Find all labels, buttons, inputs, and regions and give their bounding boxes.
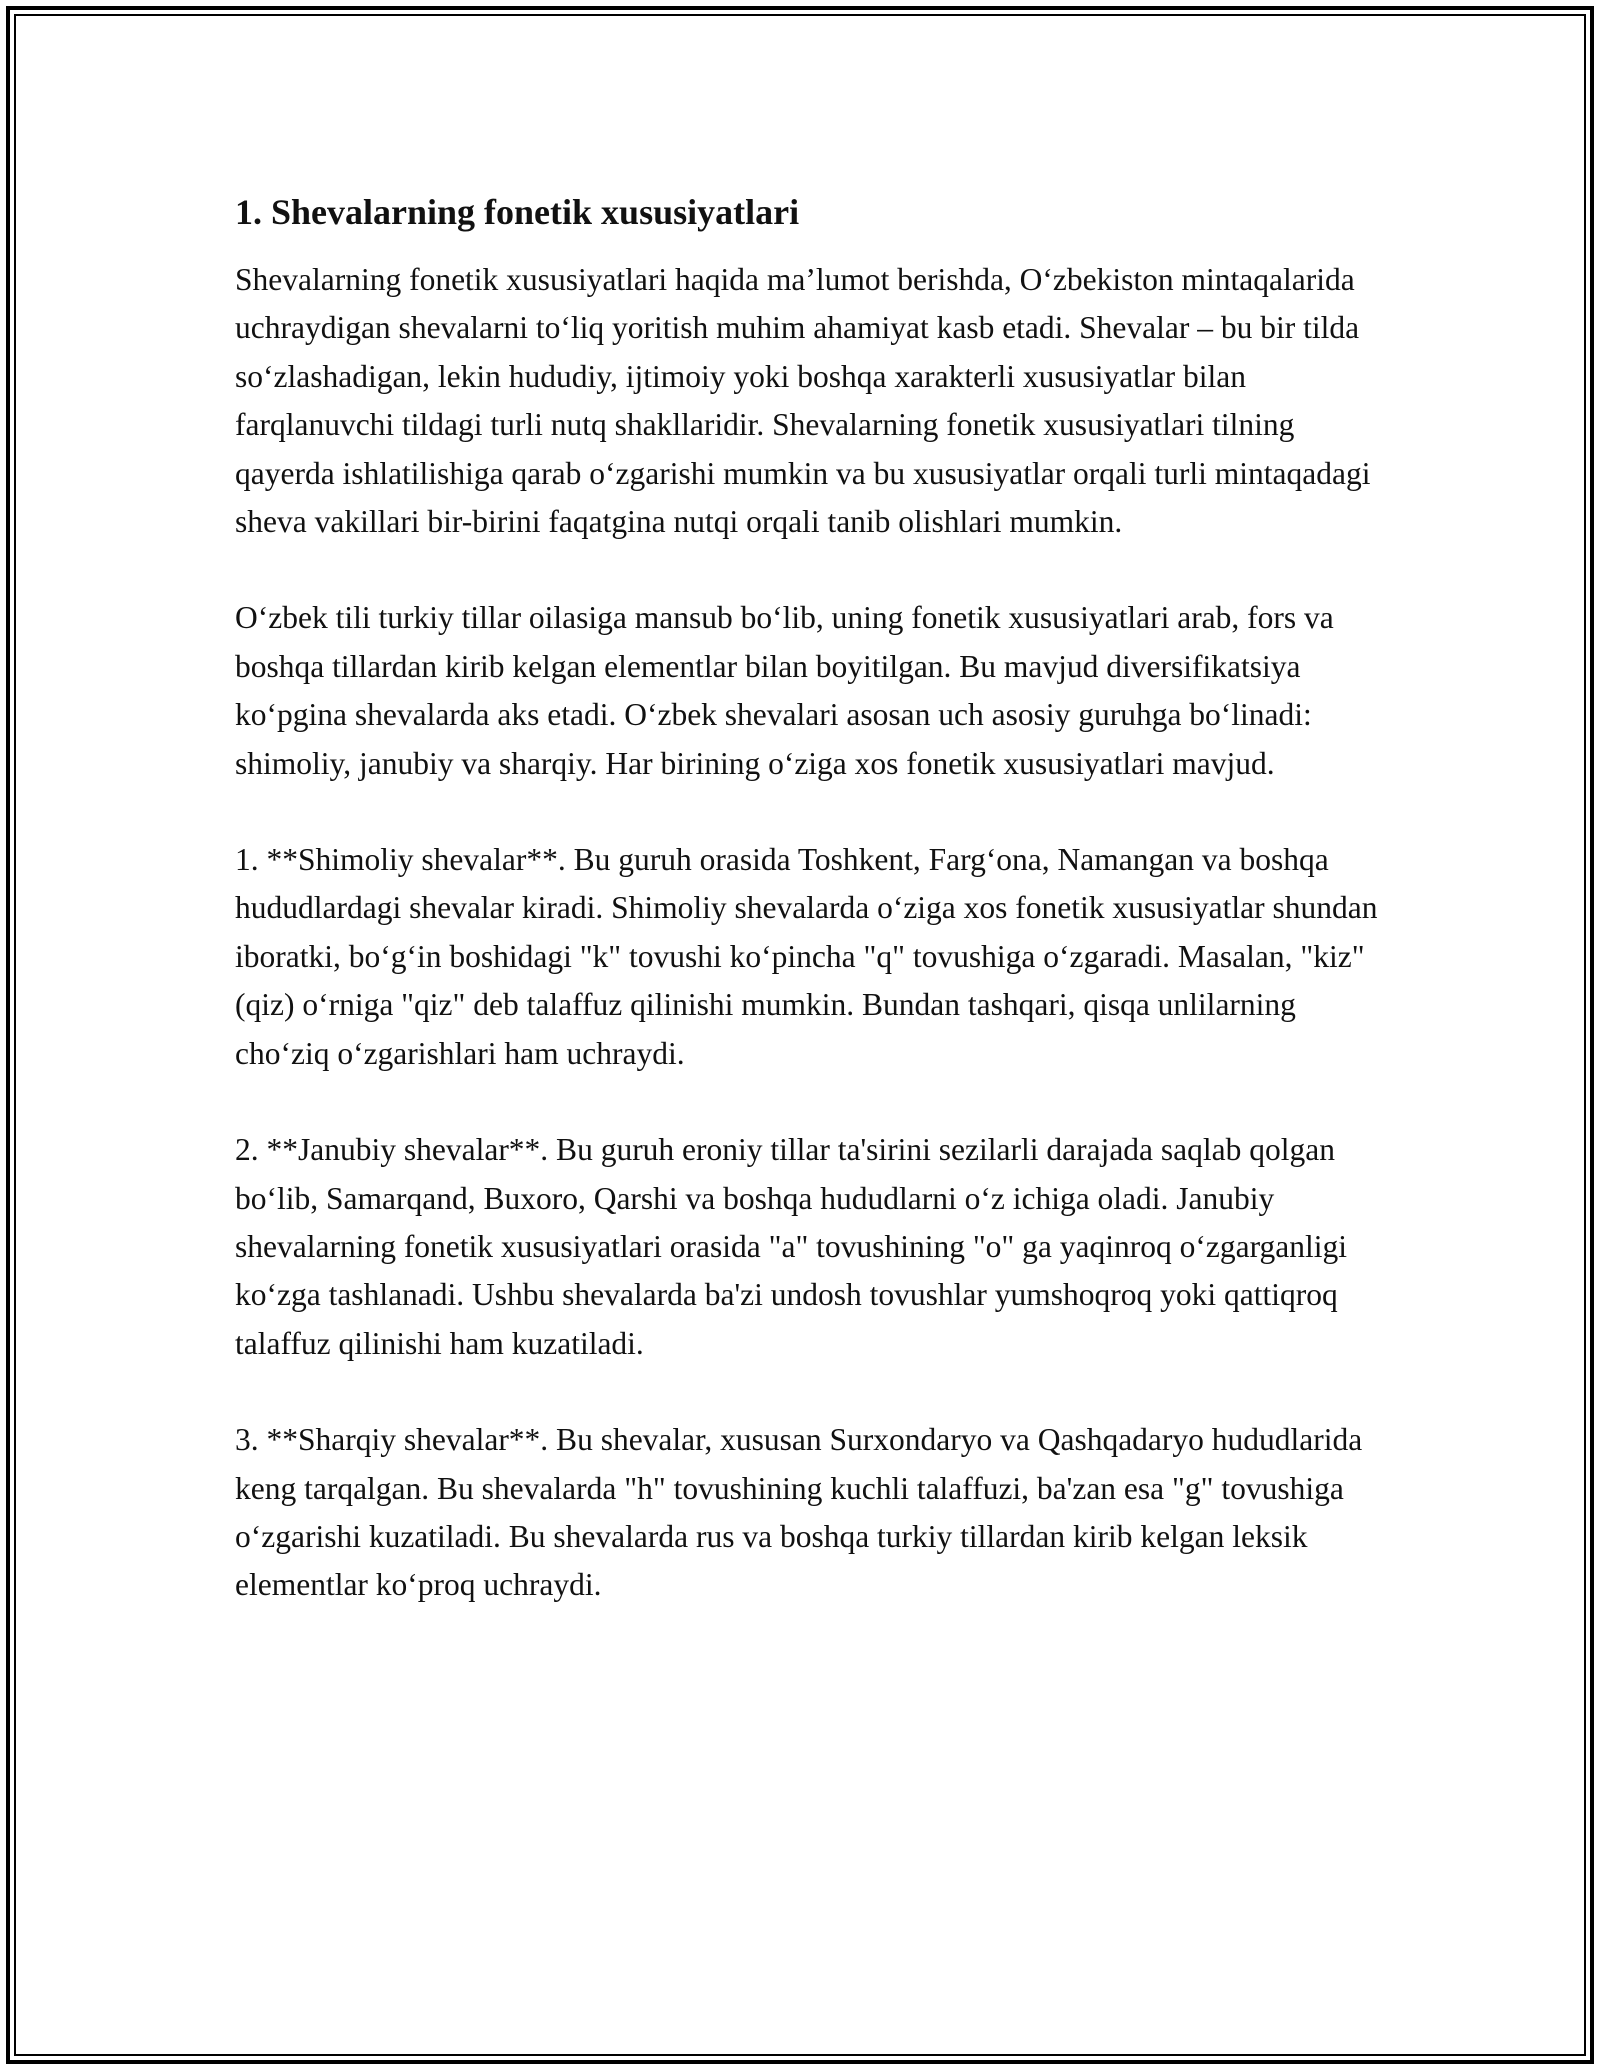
- paragraph-southern-dialects: 2. **Janubiy shevalar**. Bu guruh eroniy tillar ta'sirini sezilarli darajada saqlab qolgan bo‘lib, Samarqand, Buxoro, Qarshi va boshqa hududlarni o‘z ichiga oladi. Janubiy shevalarning fonetik xususiyatlari orasida "a" tovushining "o" ga yaqinroq o‘zgarganligi ko‘zga tashlanadi. Ushbu shevalarda ba'zi undosh tovushlar yumshoqroq yoki qattiqroq talaffuz qilinishi ham kuzatiladi.: [235, 1132, 1347, 1361]
- paragraph-northern-dialects: 1. **Shimoliy shevalar**. Bu guruh orasida Toshkent, Farg‘ona, Namangan va boshqa hududlardagi shevalar kiradi. Shimoliy shevalarda o‘ziga xos fonetik xususiyatlar shundan iboratki, bo‘g‘in boshidagi "k" tovushi ko‘pincha "q" tovushiga o‘zgaradi. Masalan, "kiz" (qiz) o‘rniga "qiz" deb talaffuz qilinishi mumkin. Bundan tashqari, qisqa unlilarning cho‘ziq o‘zgarishlari ham uchraydi.: [235, 842, 1378, 1071]
- section-heading: 1. Shevalarning fonetik xususiyatlari: [235, 192, 800, 232]
- paragraph-eastern-dialects: 3. **Sharqiy shevalar**. Bu shevalar, xususan Surxondaryo va Qashqadaryo hududlarida keng tarqalgan. Bu shevalarda "h" tovushining kuchli talaffuzi, ba'zan esa "g" tovushiga o‘zgarishi kuzatiladi. Bu shevalarda rus va boshqa turkiy tillardan kirib kelgan leksik elementlar ko‘proq uchraydi.: [235, 1422, 1363, 1603]
- document-body: [235, 188, 1395, 1658]
- paragraph-intro: Shevalarning fonetik xususiyatlari haqida ma’lumot berishda, O‘zbekiston mintaqalarida uchraydigan shevalarni to‘liq yoritish muhim ahamiyat kasb etadi. Shevalar – bu bir tilda so‘zlashadigan, lekin hududiy, ijtimoiy yoki boshqa xarakterli xususiyatlar bilan farqlanuvchi tildagi turli nutq shakllaridir. Shevalarning fonetik xususiyatlari tilning qayerda ishlatilishiga qarab o‘zgarishi mumkin va bu xususiyatlar orqali turli mintaqadagi sheva vakillari bir-birini faqatgina nutqi orqali tanib olishlari mumkin.: [235, 262, 1371, 540]
- paragraph-uzbek-language: O‘zbek tili turkiy tillar oilasiga mansub bo‘lib, uning fonetik xususiyatlari arab, fors va boshqa tillardan kirib kelgan elementlar bilan boyitilgan. Bu mavjud diversifikatsiya ko‘pgina shevalarda aks etadi. O‘zbek shevalari asosan uch asosiy guruhga bo‘linadi: shimoliy, janubiy va sharqiy. Har birining o‘ziga xos fonetik xususiyatlari mavjud.: [235, 600, 1334, 781]
